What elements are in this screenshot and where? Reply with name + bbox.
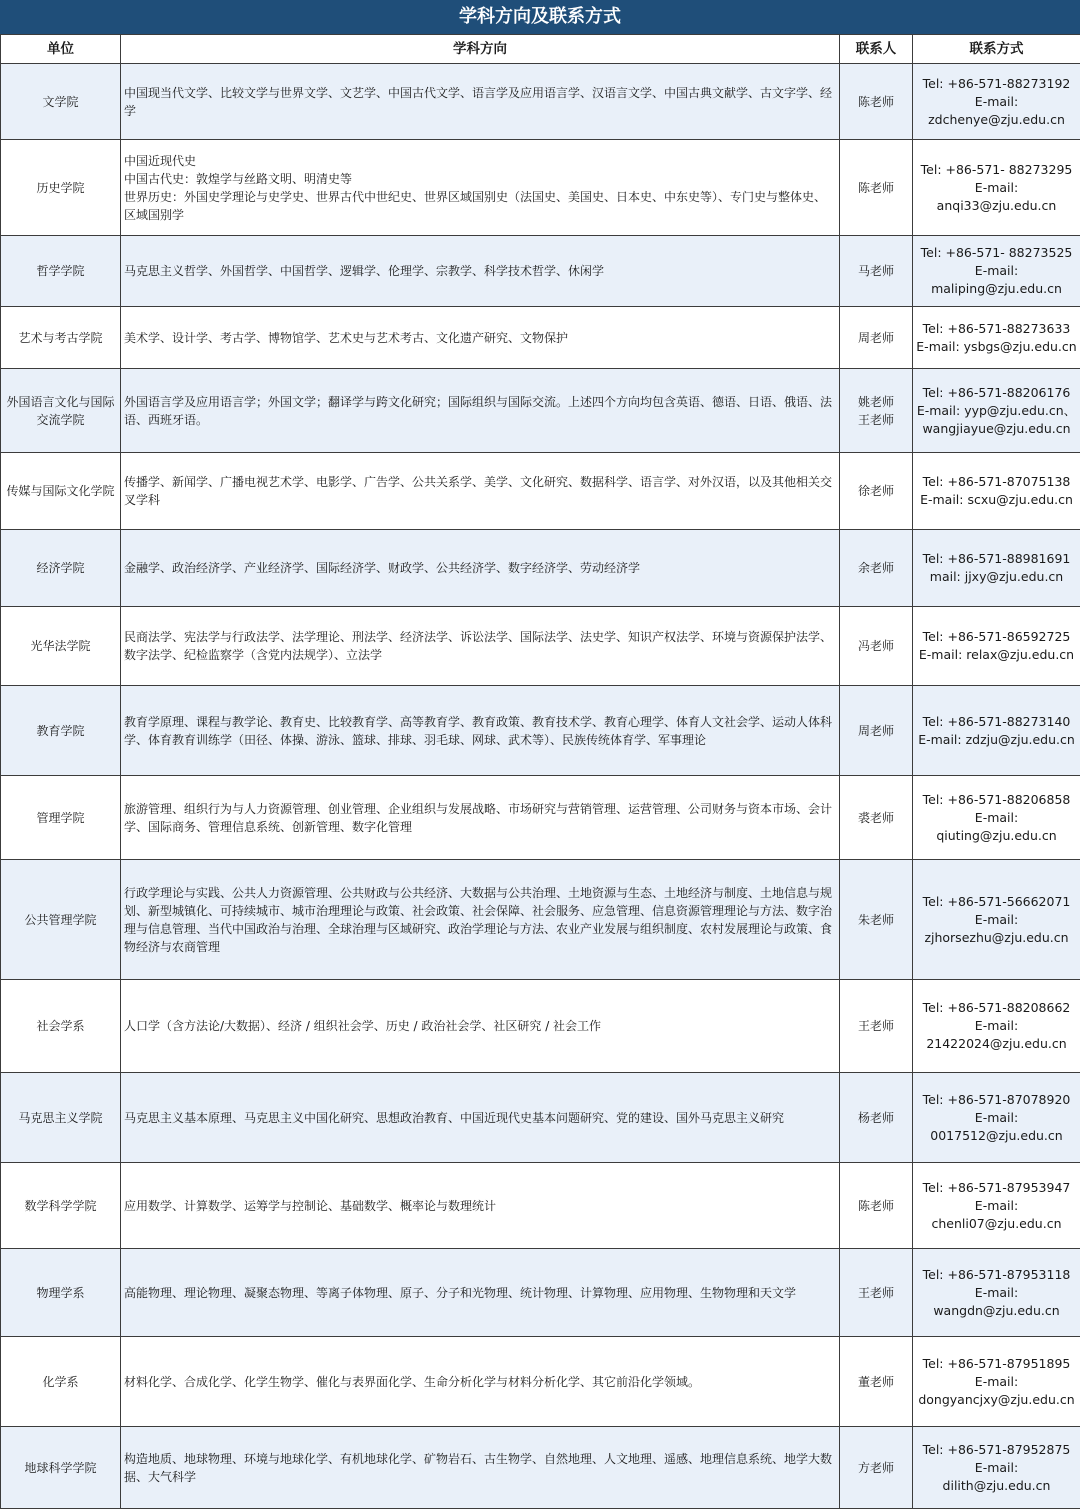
contact-info-cell — [913, 1249, 1080, 1337]
email-address[interactable]: E-mail: yyp@zju.edu.cn、 — [915, 402, 1078, 420]
email-address[interactable]: E-mail: scxu@zju.edu.cn — [915, 491, 1078, 509]
email-address[interactable]: anqi33@zju.edu.cn — [915, 197, 1078, 215]
contact-person-cell — [840, 1163, 913, 1249]
contact-info-cell — [913, 369, 1080, 453]
email-address[interactable]: E-mail: relax@zju.edu.cn — [915, 646, 1078, 664]
email-label: E-mail: — [915, 93, 1078, 111]
unit-cell: 经济学院 — [1, 530, 121, 607]
phone-number: Tel: +86-571-88273192 — [915, 75, 1078, 93]
phone-number: Tel: +86-571- 88273525 — [915, 244, 1078, 262]
contact-person: 杨老师 — [840, 1109, 912, 1127]
direction-line: 应用数学、计算数学、运筹学与控制论、基础数学、概率论与数理统计 — [124, 1197, 836, 1215]
table-row — [1, 140, 1080, 236]
table-row — [1, 453, 1080, 530]
direction-cell — [121, 1249, 840, 1337]
contact-info-cell — [913, 607, 1080, 686]
table-row — [1, 607, 1080, 686]
contact-info-cell — [913, 1163, 1080, 1249]
phone-number: Tel: +86-571-86592725 — [915, 628, 1078, 646]
contact-person: 方老师 — [840, 1459, 912, 1477]
email-label: E-mail: — [915, 179, 1078, 197]
contact-person-cell — [840, 776, 913, 860]
unit-cell: 地球科学学院 — [1, 1427, 121, 1509]
contact-person: 徐老师 — [840, 482, 912, 500]
contact-person-cell — [840, 1249, 913, 1337]
email-address[interactable]: zdchenye@zju.edu.cn — [915, 111, 1078, 129]
unit-cell: 光华法学院 — [1, 607, 121, 686]
direction-line: 马克思主义哲学、外国哲学、中国哲学、逻辑学、伦理学、宗教学、科学技术哲学、休闲学 — [124, 262, 836, 280]
contact-person: 余老师 — [840, 559, 912, 577]
phone-number: Tel: +86-571-87953118 — [915, 1266, 1078, 1284]
direction-cell — [121, 860, 840, 980]
email-label: E-mail: — [915, 911, 1078, 929]
unit-cell: 公共管理学院 — [1, 860, 121, 980]
phone-number: Tel: +86-571-88206176 — [915, 384, 1078, 402]
email-address[interactable]: wangjiayue@zju.edu.cn — [915, 420, 1078, 438]
direction-line: 马克思主义基本原理、马克思主义中国化研究、思想政治教育、中国近现代史基本问题研究、党的建设、国外马克思主义研究 — [124, 1109, 836, 1127]
contact-info-cell — [913, 686, 1080, 776]
table-row — [1, 1337, 1080, 1427]
direction-line: 美术学、设计学、考古学、博物馆学、艺术史与艺术考古、文化遗产研究、文物保护 — [124, 329, 836, 347]
direction-cell — [121, 686, 840, 776]
table-row — [1, 64, 1080, 140]
unit-cell: 数学科学学院 — [1, 1163, 121, 1249]
phone-number: Tel: +86-571-87075138 — [915, 473, 1078, 491]
direction-cell — [121, 1073, 840, 1163]
table-row — [1, 236, 1080, 307]
contact-person-cell — [840, 686, 913, 776]
phone-number: Tel: +86-571-87078920 — [915, 1091, 1078, 1109]
unit-cell: 哲学学院 — [1, 236, 121, 307]
phone-number: Tel: +86-571-88981691 — [915, 550, 1078, 568]
direction-cell — [121, 776, 840, 860]
phone-number: Tel: +86-571-87953947 — [915, 1179, 1078, 1197]
email-address[interactable]: maliping@zju.edu.cn — [915, 280, 1078, 298]
table-row — [1, 369, 1080, 453]
contact-person-cell — [840, 607, 913, 686]
contact-person: 冯老师 — [840, 637, 912, 655]
contact-info-cell — [913, 980, 1080, 1073]
email-label: E-mail: — [915, 1284, 1078, 1302]
unit-cell: 管理学院 — [1, 776, 121, 860]
table-row — [1, 1427, 1080, 1509]
direction-line: 中国现当代文学、比较文学与世界文学、文艺学、中国古代文学、语言学及应用语言学、汉语言文学、中国古典文献学、古文字学、经学 — [124, 84, 836, 120]
phone-number: Tel: +86-571-88206858 — [915, 791, 1078, 809]
contact-info-cell — [913, 1337, 1080, 1427]
contact-person-cell — [840, 860, 913, 980]
direction-line: 教育学原理、课程与教学论、教育史、比较教育学、高等教育学、教育政策、教育技术学、教育心理学、体育人文社会学、运动人体科学、体育教育训练学（田径、体操、游泳、篮球、排球、羽毛球、网球、武术等）、民族传统体育学、军事理论 — [124, 713, 836, 749]
email-address[interactable]: chenli07@zju.edu.cn — [915, 1215, 1078, 1233]
email-address[interactable]: dongyancjxy@zju.edu.cn — [915, 1391, 1078, 1409]
contact-info-cell — [913, 140, 1080, 236]
email-label: E-mail: — [915, 262, 1078, 280]
direction-cell — [121, 1163, 840, 1249]
contact-person: 姚老师 — [840, 393, 912, 411]
contact-person: 陈老师 — [840, 1197, 912, 1215]
email-address[interactable]: qiuting@zju.edu.cn — [915, 827, 1078, 845]
contact-info-cell — [913, 1427, 1080, 1509]
contact-person: 王老师 — [840, 1017, 912, 1035]
email-address[interactable]: 21422024@zju.edu.cn — [915, 1035, 1078, 1053]
table-body — [1, 64, 1080, 1509]
email-label: E-mail: — [915, 1017, 1078, 1035]
email-label: E-mail: — [915, 809, 1078, 827]
email-label: E-mail: — [915, 1373, 1078, 1391]
email-address[interactable]: mail: jjxy@zju.edu.cn — [915, 568, 1078, 586]
contact-person-cell — [840, 980, 913, 1073]
direction-line: 构造地质、地球物理、环境与地球化学、有机地球化学、矿物岩石、古生物学、自然地理、人文地理、遥感、地理信息系统、地学大数据、大气科学 — [124, 1450, 836, 1486]
direction-line: 民商法学、宪法学与行政法学、法学理论、刑法学、经济法学、诉讼法学、国际法学、法史学、知识产权法学、环境与资源保护法学、数字法学、纪检监察学（含党内法规学）、立法学 — [124, 628, 836, 664]
contact-table — [0, 34, 1080, 1509]
unit-cell: 教育学院 — [1, 686, 121, 776]
table-row — [1, 980, 1080, 1073]
header-row — [1, 35, 1080, 64]
contact-person-cell — [840, 64, 913, 140]
unit-cell: 物理学系 — [1, 1249, 121, 1337]
header-info: 联系方式 — [913, 35, 1080, 64]
unit-cell: 文学院 — [1, 64, 121, 140]
direction-line: 旅游管理、组织行为与人力资源管理、创业管理、企业组织与发展战略、市场研究与营销管理、运营管理、公司财务与资本市场、会计学、国际商务、管理信息系统、创新管理、数字化管理 — [124, 800, 836, 836]
contact-info-cell — [913, 860, 1080, 980]
unit-cell: 传媒与国际文化学院 — [1, 453, 121, 530]
table-row — [1, 1163, 1080, 1249]
unit-cell: 历史学院 — [1, 140, 121, 236]
unit-cell: 社会学系 — [1, 980, 121, 1073]
direction-line: 中国近现代史 — [124, 152, 836, 170]
header-contact: 联系人 — [840, 35, 913, 64]
contact-person-cell — [840, 1073, 913, 1163]
contact-person-cell — [840, 307, 913, 369]
phone-number: Tel: +86-571-56662071 — [915, 893, 1078, 911]
table-row — [1, 1073, 1080, 1163]
contact-info-cell — [913, 776, 1080, 860]
contact-person: 朱老师 — [840, 911, 912, 929]
contact-person: 王老师 — [840, 411, 912, 429]
unit-cell: 艺术与考古学院 — [1, 307, 121, 369]
email-address[interactable]: dilith@zju.edu.cn — [915, 1477, 1078, 1495]
direction-cell — [121, 453, 840, 530]
unit-cell: 外国语言文化与国际交流学院 — [1, 369, 121, 453]
contact-info-cell — [913, 64, 1080, 140]
direction-line: 材料化学、合成化学、化学生物学、催化与表界面化学、生命分析化学与材料分析化学、其它前沿化学领域。 — [124, 1373, 836, 1391]
direction-line: 金融学、政治经济学、产业经济学、国际经济学、财政学、公共经济学、数字经济学、劳动经济学 — [124, 559, 836, 577]
direction-cell — [121, 369, 840, 453]
contact-person: 陈老师 — [840, 179, 912, 197]
email-address[interactable]: E-mail: zdzju@zju.edu.cn — [915, 731, 1078, 749]
direction-line: 人口学（含方法论/大数据）、经济 / 组织社会学、历史 / 政治社会学、社区研究 / 社会工作 — [124, 1017, 836, 1035]
contact-person: 马老师 — [840, 262, 912, 280]
direction-line: 行政学理论与实践、公共人力资源管理、公共财政与公共经济、大数据与公共治理、土地资源与生态、土地经济与制度、土地信息与规划、新型城镇化、可持续城市、城市治理理论与政策、社会政策、社会保障、社会服务、应急管理、信息资源管理理论与方法、数字治理与信息管理、当代中国政治与治理、全球治理与区域研究、政治学理论与方法、农业产业发展与组织制度、农村发展理论与政策、食物经济与农商管理 — [124, 884, 836, 956]
contact-person: 王老师 — [840, 1284, 912, 1302]
direction-cell — [121, 236, 840, 307]
direction-line: 世界历史：外国史学理论与史学史、世界古代中世纪史、世界区域国别史（法国史、美国史、日本史、中东史等）、专门史与整体史、区域国别学 — [124, 188, 836, 224]
contact-info-cell — [913, 1073, 1080, 1163]
phone-number: Tel: +86-571-87952875 — [915, 1441, 1078, 1459]
contact-person: 陈老师 — [840, 93, 912, 111]
contact-person: 周老师 — [840, 329, 912, 347]
direction-cell — [121, 1427, 840, 1509]
contact-person-cell — [840, 453, 913, 530]
contact-info-cell — [913, 453, 1080, 530]
contact-person-cell — [840, 530, 913, 607]
contact-info-cell — [913, 236, 1080, 307]
email-address[interactable]: 0017512@zju.edu.cn — [915, 1127, 1078, 1145]
email-address[interactable]: wangdn@zju.edu.cn — [915, 1302, 1078, 1320]
direction-cell — [121, 307, 840, 369]
table-title: 学科方向及联系方式 — [0, 0, 1080, 34]
contact-info-cell — [913, 307, 1080, 369]
direction-line: 传播学、新闻学、广播电视艺术学、电影学、广告学、公共关系学、美学、文化研究、数据科学、语言学、对外汉语，以及其他相关交叉学科 — [124, 473, 836, 509]
header-direction: 学科方向 — [121, 35, 840, 64]
email-address[interactable]: zjhorsezhu@zju.edu.cn — [915, 929, 1078, 947]
table-row — [1, 1249, 1080, 1337]
contact-person-cell — [840, 140, 913, 236]
direction-cell — [121, 607, 840, 686]
unit-cell: 化学系 — [1, 1337, 121, 1427]
direction-line: 中国古代史：敦煌学与丝路文明、明清史等 — [124, 170, 836, 188]
direction-line: 外国语言学及应用语言学；外国文学；翻译学与跨文化研究；国际组织与国际交流。上述四个方向均包含英语、德语、日语、俄语、法语、西班牙语。 — [124, 393, 836, 429]
direction-cell — [121, 980, 840, 1073]
direction-line: 高能物理、理论物理、凝聚态物理、等离子体物理、原子、分子和光物理、统计物理、计算物理、应用物理、生物物理和天文学 — [124, 1284, 836, 1302]
direction-cell — [121, 64, 840, 140]
phone-number: Tel: +86-571- 88273295 — [915, 161, 1078, 179]
email-label: E-mail: — [915, 1197, 1078, 1215]
email-address[interactable]: E-mail: ysbgs@zju.edu.cn — [915, 338, 1078, 356]
direction-cell — [121, 140, 840, 236]
contact-info-cell — [913, 530, 1080, 607]
contact-person-cell — [840, 1427, 913, 1509]
header-unit: 单位 — [1, 35, 121, 64]
table-row — [1, 860, 1080, 980]
contact-person: 裘老师 — [840, 809, 912, 827]
table-row — [1, 686, 1080, 776]
table-row — [1, 530, 1080, 607]
unit-cell: 马克思主义学院 — [1, 1073, 121, 1163]
email-label: E-mail: — [915, 1459, 1078, 1477]
contact-person: 董老师 — [840, 1373, 912, 1391]
table-row — [1, 307, 1080, 369]
contact-person: 周老师 — [840, 722, 912, 740]
direction-cell — [121, 530, 840, 607]
contact-person-cell — [840, 369, 913, 453]
phone-number: Tel: +86-571-87951895 — [915, 1355, 1078, 1373]
direction-cell — [121, 1337, 840, 1427]
table-row — [1, 776, 1080, 860]
contact-person-cell — [840, 236, 913, 307]
phone-number: Tel: +86-571-88273140 — [915, 713, 1078, 731]
phone-number: Tel: +86-571-88273633 — [915, 320, 1078, 338]
contact-person-cell — [840, 1337, 913, 1427]
phone-number: Tel: +86-571-88208662 — [915, 999, 1078, 1017]
email-label: E-mail: — [915, 1109, 1078, 1127]
